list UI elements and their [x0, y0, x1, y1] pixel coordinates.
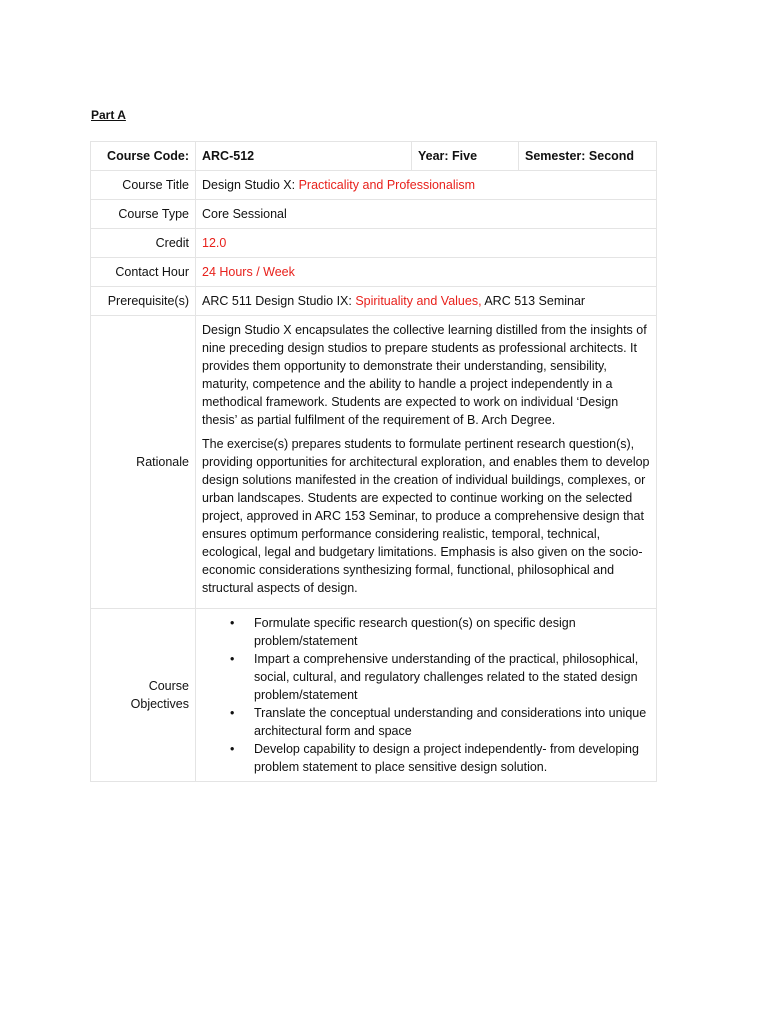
- course-title-highlight: Practicality and Professionalism: [298, 178, 476, 192]
- course-title-prefix: Design Studio X:: [202, 178, 299, 192]
- course-type-value: Core Sessional: [196, 200, 657, 229]
- objectives-label: Course Objectives: [91, 609, 196, 782]
- course-title-value: [196, 171, 657, 200]
- prerequisite-label: Prerequisite(s): [91, 287, 196, 316]
- course-code-value: ARC-512: [196, 142, 412, 171]
- rationale-paragraph: Design Studio X encapsulates the collective learning distilled from the insights of nine preceding design studios to prepare students as professional architects. It provides them opportunity to demonstrate their understanding, sensibility, maturity, competence and the ability to handle a project independently in a methodical framework. Students are expected to work on individual ‘Design thesis’ as partial fulfilment of the requirement of B. Arch Degree.: [202, 323, 647, 427]
- objective-item: • Develop capability to design a project independently- from developing problem statement to place sensitive design solution.: [254, 740, 650, 776]
- credit-value: 12.0: [196, 229, 657, 258]
- prerequisite-row: [91, 287, 657, 316]
- course-title-label: Course Title: [91, 171, 196, 200]
- objective-item: • Translate the conceptual understanding and considerations into unique architectural form and space: [254, 704, 650, 740]
- prerequisite-highlight: Spirituality and Values,: [355, 294, 482, 308]
- objectives-list: [202, 614, 650, 776]
- rationale-label: Rationale: [91, 316, 196, 609]
- objective-item: • Impart a comprehensive understanding of the practical, philosophical, social, cultural, and regulatory challenges related to the stated design problem/statement: [254, 650, 650, 704]
- semester-cell: Semester: Second: [519, 142, 657, 171]
- objectives-row: [91, 609, 657, 782]
- credit-row: [91, 229, 657, 258]
- part-title: Part A: [91, 108, 126, 122]
- course-type-row: [91, 200, 657, 229]
- prerequisite-prefix: ARC 511 Design Studio IX:: [202, 294, 356, 308]
- course-title-row: [91, 171, 657, 200]
- header-row: [91, 142, 657, 171]
- objectives-list-cell: [196, 609, 657, 782]
- credit-label: Credit: [91, 229, 196, 258]
- contact-hour-value: 24 Hours / Week: [196, 258, 657, 287]
- prerequisite-suffix: ARC 513 Seminar: [481, 294, 586, 308]
- course-table: [90, 141, 657, 782]
- contact-hour-row: [91, 258, 657, 287]
- rationale-paragraph: The exercise(s) prepares students to formulate pertinent research question(s), providing opportunities for architectural exploration, and enables them to develop design solutions manifested in the creation of individual buildings, complexes, or urban landscapes. Students are expected to continue working on the selected project, approved in ARC 153 Seminar, to produce a comprehensive design that ensures optimum performance considering realistic, temporal, technical, ecological, legal and budgetary limitations. Emphasis is also given on the socio-economic considerations synthesizing formal, functional, philosophical and structural aspects of design.: [202, 437, 650, 595]
- course-type-label: Course Type: [91, 200, 196, 229]
- year-cell: Year: Five: [412, 142, 519, 171]
- course-code-label: Course Code:: [91, 142, 196, 171]
- prerequisite-value: [196, 287, 657, 316]
- objective-item: • Formulate specific research question(s) on specific design problem/statement: [254, 614, 650, 650]
- rationale-row: [91, 316, 657, 609]
- contact-hour-label: Contact Hour: [91, 258, 196, 287]
- rationale-text: [196, 316, 657, 609]
